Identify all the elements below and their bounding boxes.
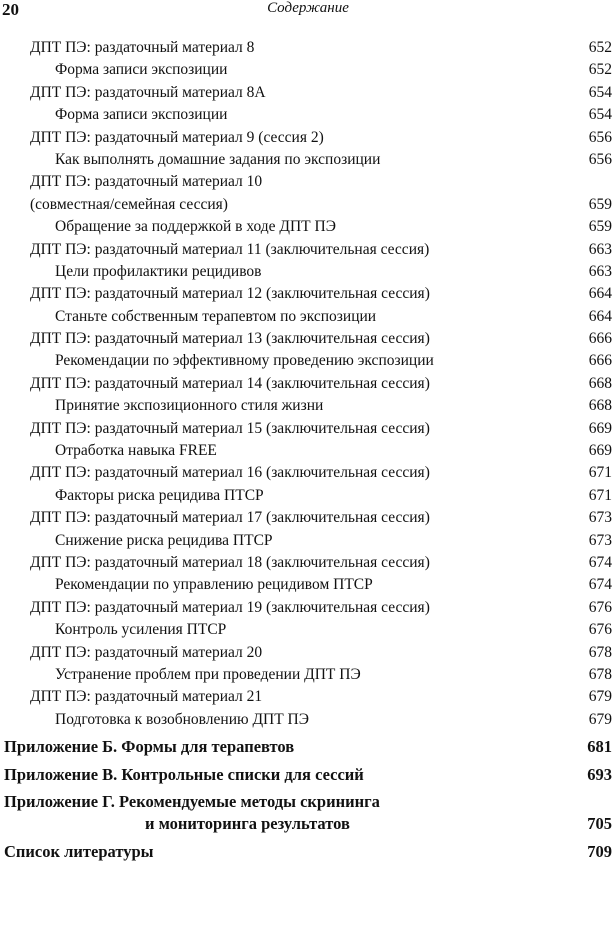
entry-page-number: 673 [588, 531, 612, 549]
entry-page-number: 652 [588, 39, 612, 56]
entry-title: ДПТ ПЭ: раздаточный материал 14 (заключительная сессия) [30, 374, 430, 392]
toc-entry [0, 216, 616, 238]
toc-entry [0, 440, 616, 462]
entry-page-number: 705 [587, 814, 612, 834]
toc-entry [0, 395, 616, 417]
toc-entry [0, 373, 616, 395]
entry-title: Устранение проблем при проведении ДПТ ПЭ [55, 665, 361, 683]
toc-entry [0, 574, 616, 596]
entry-title: Цели профилактики рецидивов [55, 262, 262, 280]
entry-title: Рекомендации по эффективному проведению экспозиции [55, 352, 434, 370]
appendix-entry [0, 764, 616, 786]
entry-title: ДПТ ПЭ: раздаточный материал 18 (заключительная сессия) [30, 553, 430, 571]
entry-page-number: 668 [588, 397, 612, 415]
entry-title: Принятие экспозиционного стиля жизни [55, 397, 324, 415]
toc-entry [0, 104, 616, 126]
toc-entry [0, 686, 616, 708]
entry-page-number: 681 [587, 737, 612, 757]
toc-entry [0, 709, 616, 731]
table-of-contents [0, 37, 616, 863]
entry-title: Контроль усиления ПТСР [55, 621, 227, 639]
toc-entry [0, 552, 616, 574]
entry-page-number: 674 [588, 576, 612, 594]
entry-title: ДПТ ПЭ: раздаточный материал 21 [30, 688, 263, 706]
toc-entry [0, 642, 616, 664]
entry-title: Рекомендации по управлению рецидивом ПТСР [55, 576, 373, 594]
entry-title: Приложение Б. Формы для терапевтов [4, 737, 295, 757]
entry-page-number: 666 [588, 330, 612, 348]
toc-entry [0, 171, 616, 193]
entry-title: и мониторинга результатов [145, 814, 350, 834]
entry-page-number: 659 [588, 195, 612, 213]
toc-entry [0, 350, 616, 372]
toc-entry [0, 328, 616, 350]
entry-page-number: 656 [588, 128, 612, 146]
entry-title: Подготовка к возобновлению ДПТ ПЭ [55, 710, 309, 728]
entry-title: ДПТ ПЭ: раздаточный материал 12 (заключительная сессия) [30, 285, 430, 303]
entry-title: Как выполнять домашние задания по экспозиции [55, 150, 381, 168]
toc-entry [0, 597, 616, 619]
page-header [0, 0, 616, 22]
page-number: 20 [2, 0, 19, 19]
entry-page-number: 671 [588, 486, 612, 504]
entry-title: ДПТ ПЭ: раздаточный материал 10 [30, 173, 263, 191]
entry-title: Отработка навыка FREE [55, 442, 217, 460]
entry-title: ДПТ ПЭ: раздаточный материал 15 (заключительная сессия) [30, 419, 430, 437]
toc-entry [0, 283, 616, 305]
entry-page-number: 671 [588, 464, 612, 482]
toc-entry [0, 82, 616, 104]
entry-page-number: 679 [588, 688, 612, 706]
entry-page-number: 678 [588, 665, 612, 683]
entry-page-number: 652 [588, 61, 612, 79]
toc-entry [0, 664, 616, 686]
entry-page-number: 673 [588, 509, 612, 527]
entry-page-number: 664 [588, 307, 612, 325]
entry-page-number: 669 [588, 442, 612, 460]
appendix-entry [0, 813, 616, 835]
entry-title: Факторы риска рецидива ПТСР [55, 486, 264, 504]
entry-title: (совместная/семейная сессия) [30, 195, 228, 213]
toc-entry [0, 239, 616, 261]
entry-title: Снижение риска рецидива ПТСР [55, 531, 273, 549]
entry-page-number: 679 [588, 710, 612, 728]
toc-entry [0, 149, 616, 171]
toc-entry [0, 485, 616, 507]
toc-entry [0, 194, 616, 216]
entry-page-number: 666 [588, 352, 612, 370]
entry-page-number: 656 [588, 150, 612, 168]
appendix-entry [0, 736, 616, 758]
toc-entry [0, 462, 616, 484]
entry-page-number: 669 [588, 419, 612, 437]
appendix-entry [0, 841, 616, 863]
toc-entry [0, 418, 616, 440]
entry-title: ДПТ ПЭ: раздаточный материал 13 (заключительная сессия) [30, 330, 430, 348]
toc-entry [0, 507, 616, 529]
entry-page-number: 654 [588, 83, 612, 101]
toc-entry [0, 37, 616, 59]
entry-title: ДПТ ПЭ: раздаточный материал 16 (заключительная сессия) [30, 464, 430, 482]
entry-title: ДПТ ПЭ: раздаточный материал 11 (заключительная сессия) [30, 240, 430, 258]
entry-title: Обращение за поддержкой в ходе ДПТ ПЭ [55, 218, 336, 236]
entry-page-number: 676 [588, 598, 612, 616]
entry-page-number: 664 [588, 285, 612, 303]
entry-page-number: 663 [588, 240, 612, 258]
toc-entry [0, 261, 616, 283]
appendix-entry [0, 791, 616, 813]
entry-page-number: 678 [588, 643, 612, 661]
entry-title: ДПТ ПЭ: раздаточный материал 19 (заключительная сессия) [30, 598, 430, 616]
entry-title: ДПТ ПЭ: раздаточный материал 8А [30, 83, 266, 101]
entry-title: ДПТ ПЭ: раздаточный материал 20 [30, 643, 263, 661]
toc-entry [0, 127, 616, 149]
running-title: Содержание [267, 0, 349, 16]
entry-page-number: 709 [587, 841, 612, 861]
toc-entry [0, 530, 616, 552]
entry-title: ДПТ ПЭ: раздаточный материал 17 (заключительная сессия) [30, 509, 430, 527]
entry-title: ДПТ ПЭ: раздаточный материал 9 (сессия 2) [30, 128, 324, 146]
entry-page-number: 663 [588, 262, 612, 280]
entry-page-number: 659 [588, 218, 612, 236]
entry-title: Станьте собственным терапевтом по экспозиции [55, 307, 377, 325]
entry-title: Приложение В. Контрольные списки для сессий [4, 764, 364, 784]
entry-title: Форма записи экспозиции [55, 106, 228, 124]
entry-title: ДПТ ПЭ: раздаточный материал 8 [30, 39, 255, 56]
entry-page-number: 668 [588, 374, 612, 392]
toc-entry [0, 619, 616, 641]
toc-entry [0, 59, 616, 81]
entry-title: Форма записи экспозиции [55, 61, 228, 79]
entry-page-number: 676 [588, 621, 612, 639]
toc-entry [0, 306, 616, 328]
entry-page-number: 654 [588, 106, 612, 124]
entry-title: Приложение Г. Рекомендуемые методы скрининга [4, 791, 380, 811]
entry-title: Список литературы [4, 841, 154, 861]
entry-page-number: 693 [587, 764, 612, 784]
entry-page-number: 674 [588, 553, 612, 571]
